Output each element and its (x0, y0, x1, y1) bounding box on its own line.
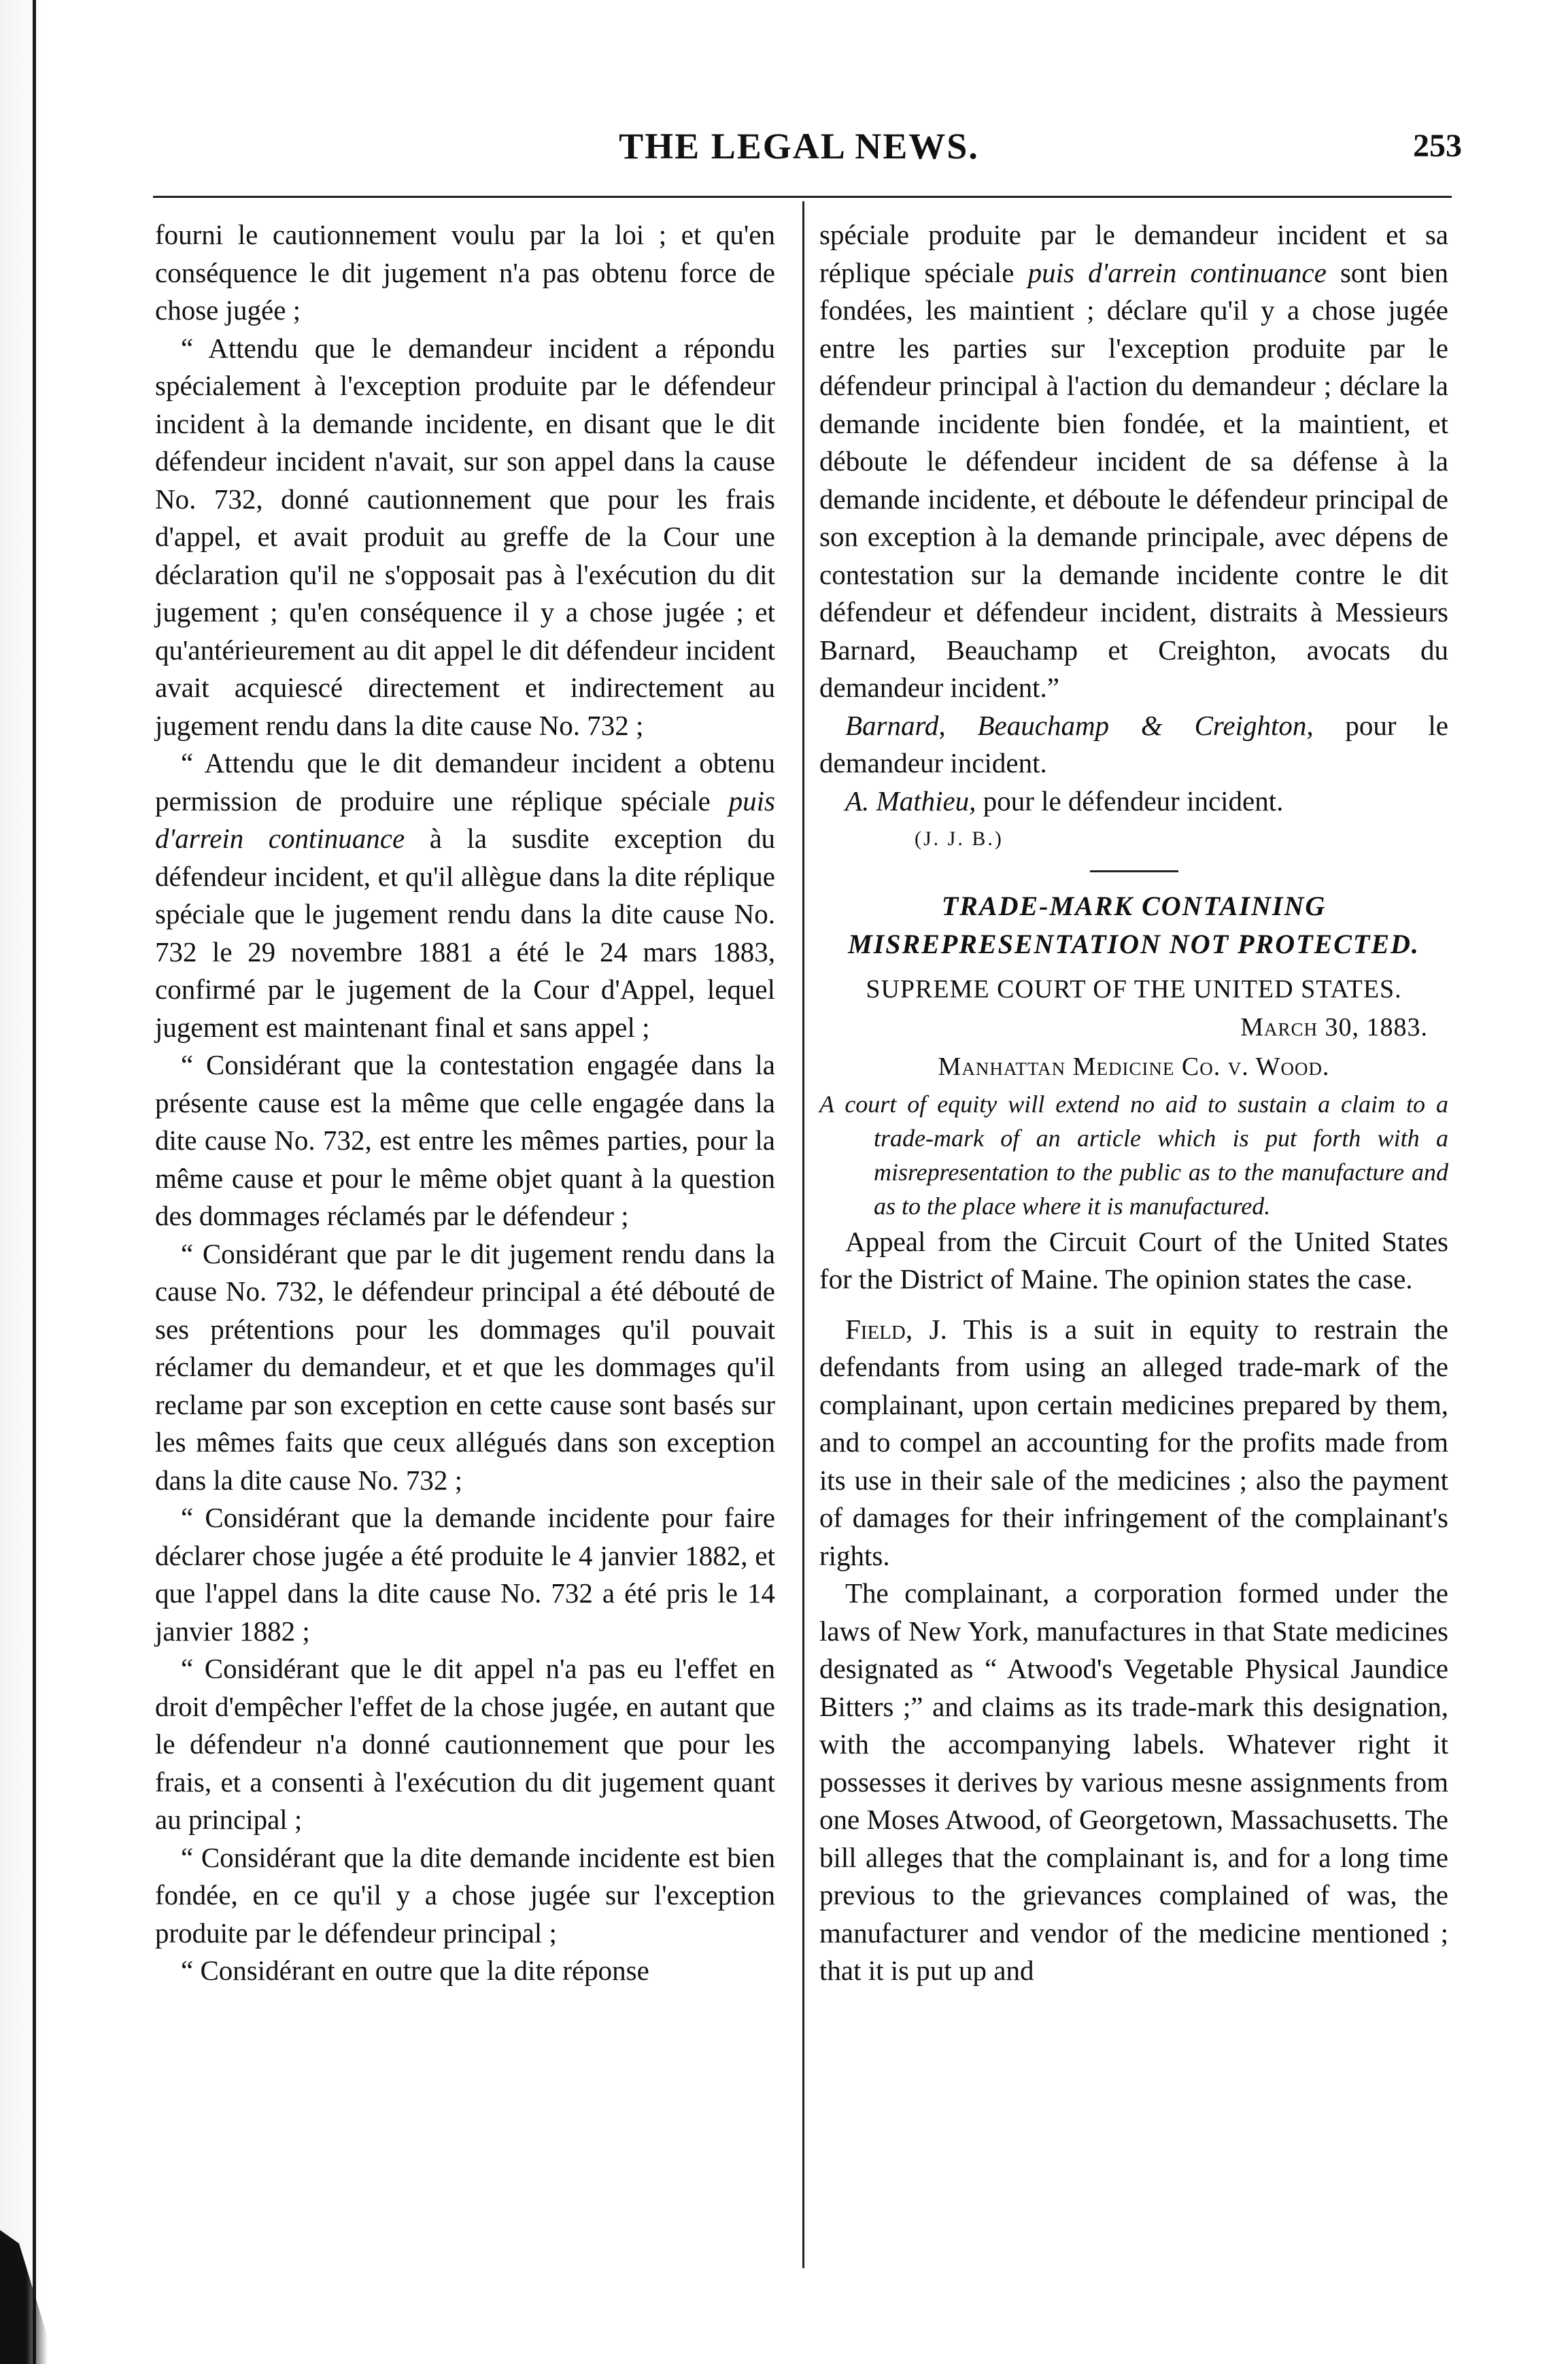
case-title: TRADE-MARK CONTAINING MISREPRESENTATION NOT PROTECTED. (848, 890, 1420, 959)
scan-page-edge (0, 0, 42, 2364)
paragraph: “ Considérant que par le dit jugement rendu dans la cause No. 732, le défendeur principal a été débouté de ses prétentions pour les dommages qu'il pouvait réclamer du demandeur, et et que les dommages qu'il reclame par son exception en cette cause sont basés sur les mêmes faits que ceux allégués dans son exception dans la dite cause No. 732 ; (155, 1237, 775, 1496)
paragraph: The complainant, a corporation formed under the laws of New York, manufactures in that State medicines designated as “ Atwood's Vegetable Physical Jaundice Bitters ;” and claims as its trade-mark this designation, with the accompanying labels. Whatever right it possesses it derives by various mesne assignments from one Moses Atwood, of Georgetown, Massachusetts. The bill alleges that the complainant is, and for a long time previous to the grievances complained of was, the manufacturer and vendor of the medicine mentioned ; that it is put up and (819, 1577, 1448, 1986)
paragraph: Appeal from the Circuit Court of the United States for the District of Maine. The opinion states the case. (819, 1225, 1448, 1295)
paragraph: “ Attendu que le demandeur incident a répondu spécialement à l'exception produite par le défendeur incident à la demande incidente, en disant que le dit défendeur incident n'avait, sur son appel dans la cause No. 732, donné cautionnement que pour les frais d'appel, et avait produit au greffe de la Cour une déclaration qu'il ne s'opposait pas à l'exécution du dit jugement ; qu'en conséquence il y a chose jugée ; et qu'antérieurement au dit appel le dit défendeur incident avait acquiescé directement et indirectement au jugement rendu dans la dite cause No. 732 ; (155, 332, 775, 741)
case-parties: Manhattan Medicine Co. v. Wood. (938, 1052, 1330, 1081)
text-run: spéciale produite par le demandeur incident et sa réplique spéciale (819, 219, 1448, 288)
counsel-defendant (819, 783, 1448, 821)
counsel-names: A. Mathieu, (845, 785, 976, 817)
right-column (819, 216, 1448, 1990)
running-title: THE LEGAL NEWS. (619, 126, 979, 167)
paragraph: “ Considérant que la dite demande incidente est bien fondée, en ce qu'il y a chose jugée sur l'exception produite par le défendeur principal ; (155, 1841, 775, 1949)
header-rule (153, 196, 1452, 198)
paragraph (819, 216, 1448, 707)
text-run: This is a suit in equity to restrain the defendants from using an alleged trade-mark of the complainant, upon certain medicines prepared by them, and to compel an accounting for the profits made from its use in their sale of the medicines ; also the payment of damages for their infringement of the complainant's rights. (819, 1313, 1448, 1571)
counsel-role: pour le défendeur incident. (976, 785, 1284, 817)
paragraph: “ Considérant que le dit appel n'a pas eu l'effet en droit d'empêcher l'effet de la chose jugée, en autant que le défendeur n'a donné cautionnement que pour les frais, et a consenti à l'exécution du dit jugement quant au principal ; (155, 1653, 775, 1835)
counsel-plaintiff (819, 707, 1448, 783)
column-divider (802, 201, 804, 2268)
paragraph: “ Considérant que la demande incidente pour faire déclarer chose jugée a été produite le 4 janvier 1882, et que l'appel dans la dite cause No. 732 a été pris le 14 janvier 1882 ; (155, 1502, 775, 1647)
text-run: sont bien fondées, les maintient ; déclare qu'il y a chose jugée entre les parties sur l'exception produite par le défendeur principal à l'action du demandeur ; déclare la demande incidente bien fondée, et la maintient, et déboute le défendeur incident de sa défense à la demande incidente, et déboute le défendeur principal de son exception à la demande principale, avec dépens de contestation sur la demande incidente contre le dit défendeur et défendeur incident, distraits à Messieurs Barnard, Beauchamp et Creighton, avocats du demandeur incident.” (819, 256, 1448, 703)
section-rule (1090, 870, 1178, 872)
paragraph: fourni le cautionnement voulu par la loi ; et qu'en conséquence le dit jugement n'a pas obtenu force de chose jugée ; (155, 219, 775, 326)
opinion-author: Field, J. (845, 1313, 947, 1345)
decision-date: March 30, 1883. (1240, 1012, 1428, 1042)
paragraph (155, 744, 775, 1046)
paragraph: “ Considérant en outre que la dite réponse (181, 1955, 649, 1986)
text-run: “ Attendu que le dit demandeur incident a obtenu permission de produire une réplique spéciale (155, 747, 775, 817)
court-name: SUPREME COURT OF THE UNITED STATES. (866, 974, 1402, 1004)
page-header (136, 116, 1462, 177)
latin-term: puis d'arrein continuance (155, 785, 775, 854)
left-column (155, 216, 775, 1990)
counsel-names: Barnard, Beauchamp & Creighton, (845, 709, 1314, 741)
text-run: à la susdite exception du défendeur incident, et qu'il allègue dans la dite réplique spéciale que le jugement rendu dans la dite cause No. 732 le 29 novembre 1881 a été le 24 mars 1883, confirmé par le jugement de la Cour d'Appel, lequel jugement est maintenant final et sans appel ; (155, 823, 776, 1043)
headnote: A court of equity will extend no aid to sustain a claim to a trade-mark of an article which is put forth with a misrepresentation to the public as to the manufacture and as to the place where it is manufactured. (819, 1090, 1448, 1220)
paragraph (819, 1311, 1448, 1575)
paragraph: “ Considérant que la contestation engagée dans la présente cause est la même que celle engagée dans la dite cause No. 732, est entre les mêmes parties, pour la même cause et pour le même objet quant à la question des dommages réclamés par le défendeur ; (155, 1049, 775, 1231)
page-number: 253 (1413, 128, 1462, 164)
reporter-initials: (J. J. B.) (915, 827, 1004, 850)
latin-term: puis d'arrein continuance (1027, 256, 1327, 288)
counsel-role: pour le demandeur incident. (819, 709, 1448, 778)
